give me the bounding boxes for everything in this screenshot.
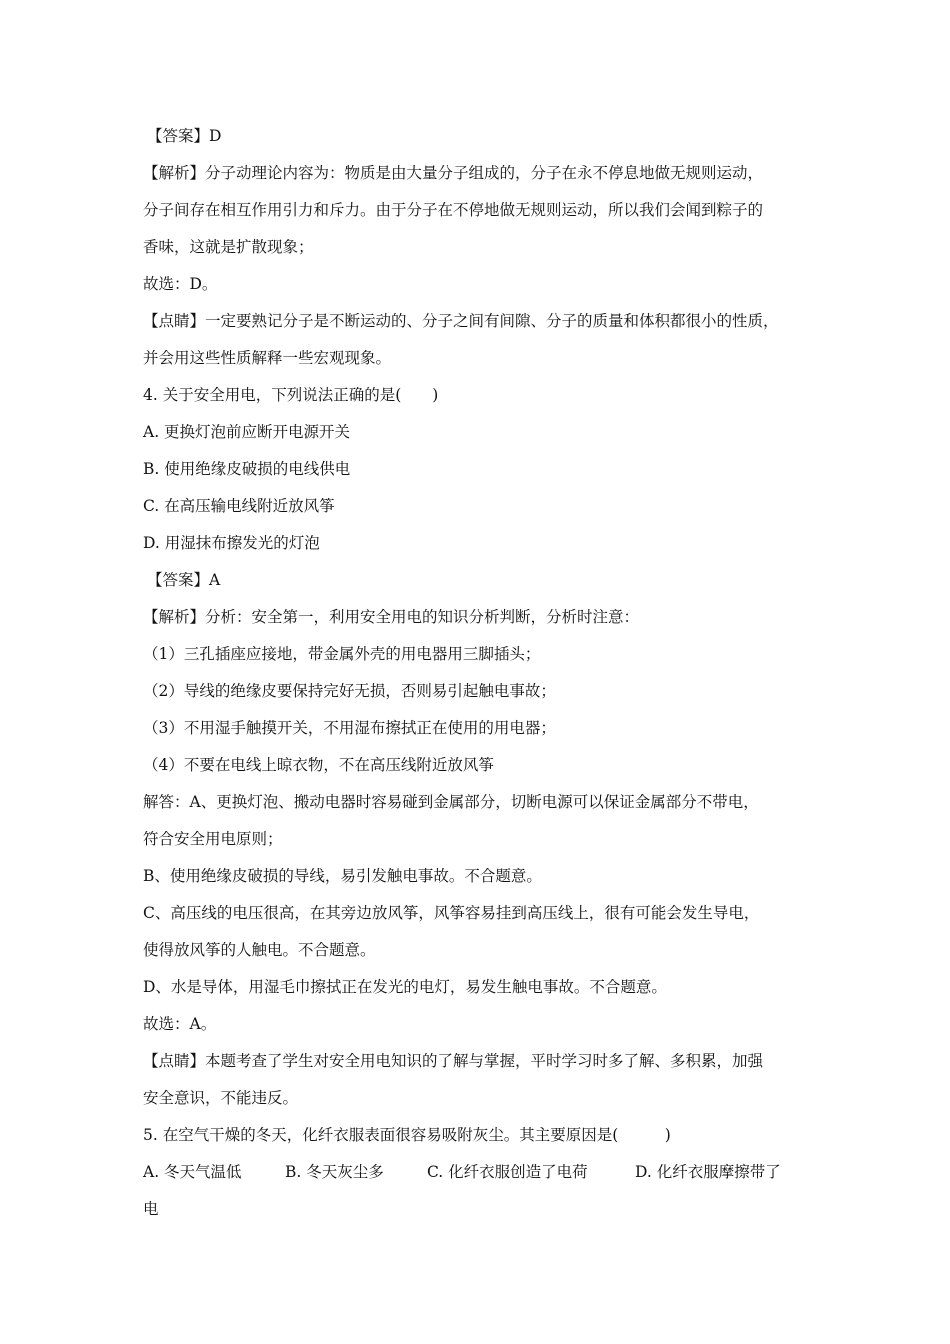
q4-point-4: （4）不要在电线上晾衣物，不在高压线附近放风筝 xyxy=(143,756,494,774)
q4-solution-line-2: 符合安全用电原则； xyxy=(143,830,283,848)
q5-options-row xyxy=(143,1154,823,1191)
q4-point-3: （3）不用湿手触摸开关，不用湿布擦拭正在使用的用电器； xyxy=(143,719,556,737)
q3-analysis-line-1: 【解析】分子动理论内容为：物质是由大量分子组成的，分子在永不停息地做无规则运动， xyxy=(143,164,764,182)
q4-solution-line-5: 使得放风筝的人触电。不合题意。 xyxy=(143,941,376,959)
q4-option-b: B. 使用绝缘皮破损的电线供电 xyxy=(143,460,351,478)
q4-analysis-intro: 【解析】分析：安全第一，利用安全用电的知识分析判断，分析时注意： xyxy=(143,608,640,626)
q3-comment-line-2: 并会用这些性质解释一些宏观现象。 xyxy=(143,349,392,367)
q3-choice: 故选：D。 xyxy=(143,275,218,293)
q4-choice: 故选：A。 xyxy=(143,1015,217,1033)
q3-analysis-line-2: 分子间存在相互作用引力和斥力。由于分子在不停地做无规则运动，所以我们会闻到粽子的 xyxy=(143,201,764,219)
q4-stem: 4. 关于安全用电，下列说法正确的是( ) xyxy=(143,386,439,404)
q4-answer: 【答案】A xyxy=(147,571,221,589)
q4-point-1: （1）三孔插座应接地，带金属外壳的用电器用三脚插头； xyxy=(143,645,541,663)
q5-option-b: B. 冬天灰尘多 xyxy=(285,1163,384,1181)
q4-option-a: A. 更换灯泡前应断开电源开关 xyxy=(143,423,351,441)
q4-option-d: D. 用湿抹布擦发光的灯泡 xyxy=(143,534,320,552)
document-page xyxy=(143,118,823,1228)
q3-comment-line-1: 【点睛】一定要熟记分子是不断运动的、分子之间有间隙、分子的质量和体积都很小的性质， xyxy=(143,312,779,330)
q5-option-a: A. 冬天气温低 xyxy=(143,1163,242,1181)
q4-solution-line-3: B、使用绝缘皮破损的导线，易引发触电事故。不合题意。 xyxy=(143,867,542,885)
q5-option-c: C. 化纤衣服创造了电荷 xyxy=(427,1163,588,1181)
q4-point-2: （2）导线的绝缘皮要保持完好无损，否则易引起触电事故； xyxy=(143,682,556,700)
q4-solution-line-1: 解答：A、更换灯泡、搬动电器时容易碰到金属部分，切断电源可以保证金属部分不带电， xyxy=(143,793,759,811)
q3-answer: 【答案】D xyxy=(147,127,222,145)
q4-option-c: C. 在高压输电线附近放风筝 xyxy=(143,497,335,515)
q4-comment-line-1: 【点睛】本题考查了学生对安全用电知识的了解与掌握，平时学习时多了解、多积累，加强 xyxy=(143,1052,764,1070)
q4-solution-line-6: D、水是导体，用湿毛巾擦拭正在发光的电灯，易发生触电事故。不合题意。 xyxy=(143,978,667,996)
q5-option-d-wrap: 电 xyxy=(143,1200,159,1218)
q5-option-d: D. 化纤衣服摩擦带了 xyxy=(635,1163,781,1181)
q3-analysis-line-3: 香味，这就是扩散现象； xyxy=(143,238,314,256)
q4-solution-line-4: C、高压线的电压很高，在其旁边放风筝，风筝容易挂到高压线上，很有可能会发生导电， xyxy=(143,904,760,922)
q5-stem: 5. 在空气干燥的冬天，化纤衣服表面很容易吸附灰尘。其主要原因是( ) xyxy=(143,1126,671,1144)
q4-comment-line-2: 安全意识，不能违反。 xyxy=(143,1089,299,1107)
